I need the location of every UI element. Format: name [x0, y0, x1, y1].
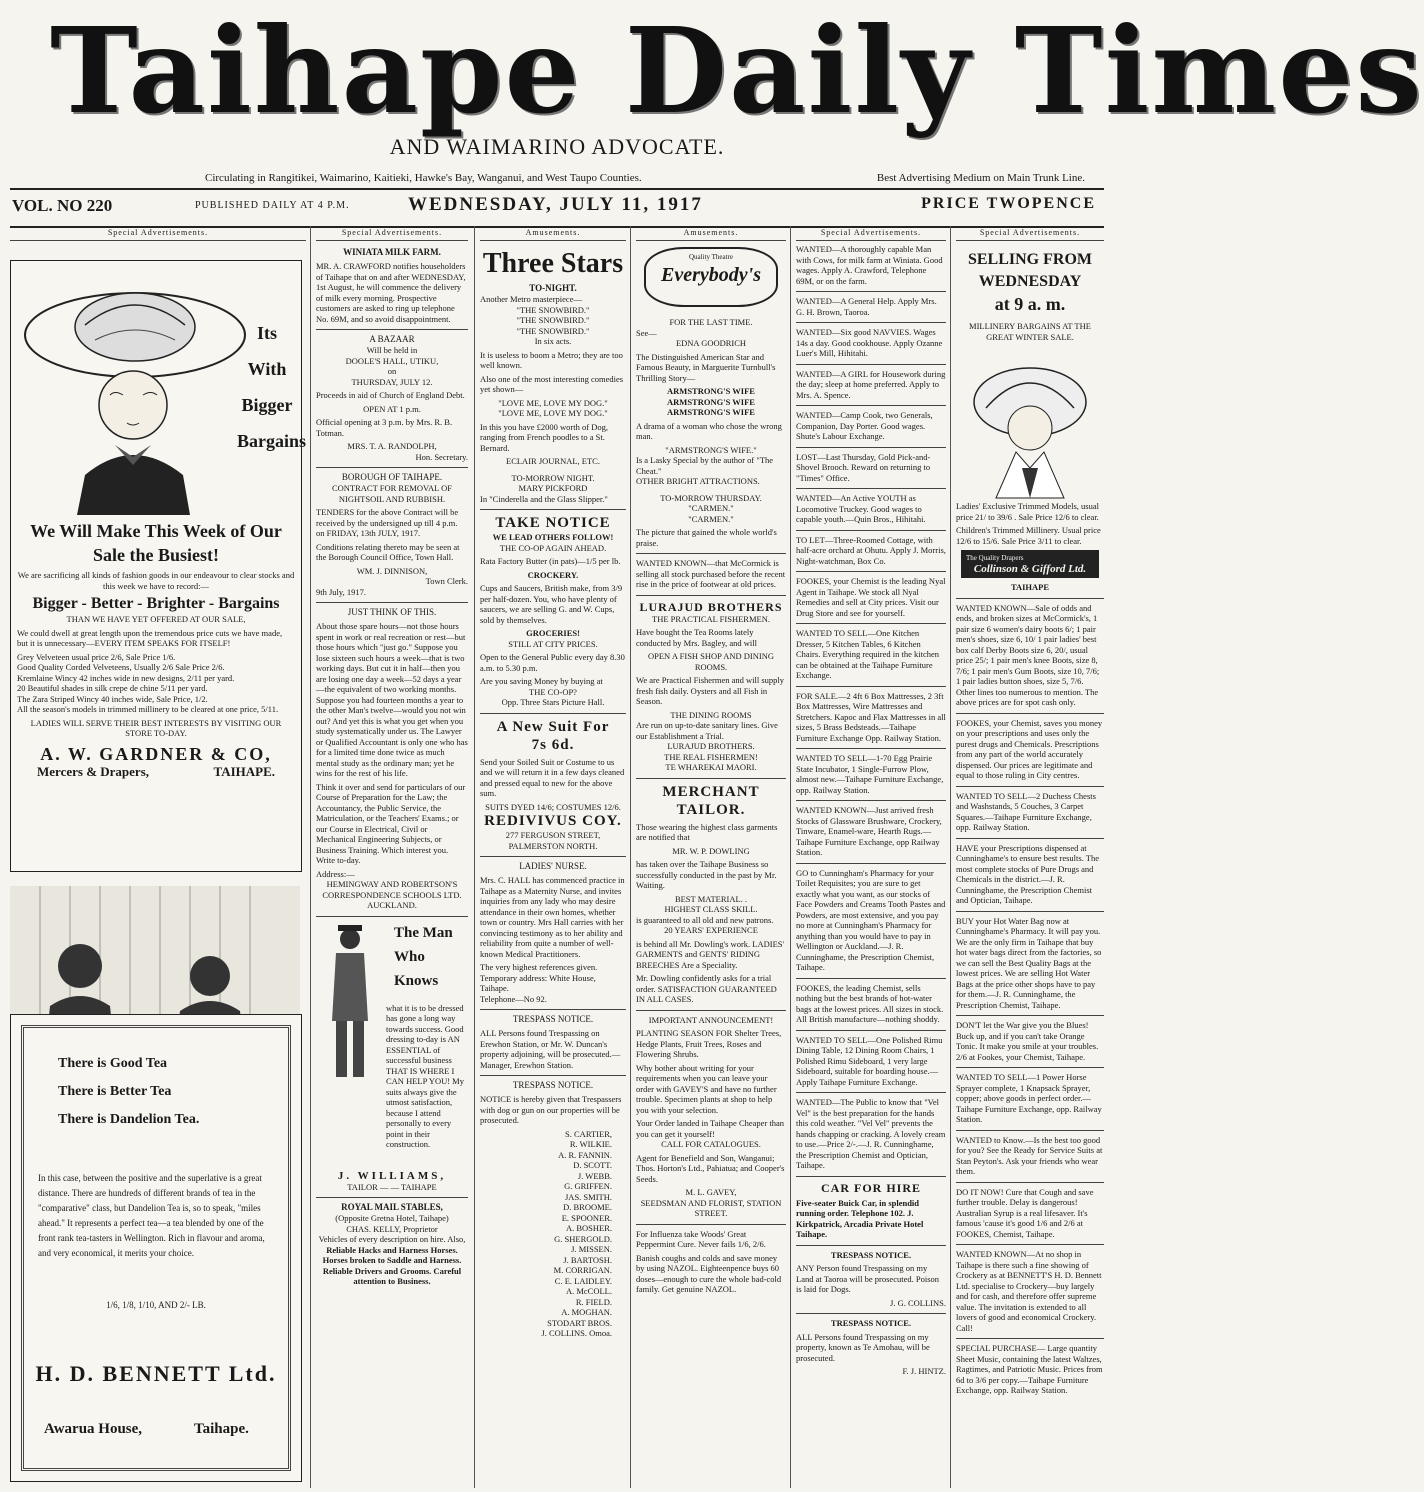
- classified-ad: WANTED KNOWN—Just arrived fresh Stocks of Glassware Brushware, Crockery, Tinware, Enamel-ware, Hearth Rugs.—Taihape Furniture Exchange, opp Railway Station.: [796, 800, 946, 858]
- bigger-word: Bigger: [241, 395, 293, 415]
- wife-line: ARMSTRONG'S WIFE: [667, 386, 755, 396]
- skill-line: HIGHEST CLASS SKILL.: [664, 904, 758, 914]
- list-item: A. BOSHER.: [565, 1223, 612, 1233]
- list-item: J. COLLINS. Omoa.: [541, 1328, 612, 1338]
- mail-line: CHAS. KELLY, Proprietor: [346, 1223, 438, 1234]
- list-item: J. BARTOSH.: [563, 1254, 612, 1265]
- tea-prices: 1/6, 1/8, 1/10, AND 2/- LB.: [106, 1300, 206, 1310]
- wife-line: ARMSTRONG'S WIFE: [667, 396, 755, 407]
- why-line: Why bother about writing for your requirements when you can leave your order with GAVEY'S and have no further trouble. Specimen plants at shop to help you with your selection.: [636, 1062, 777, 1115]
- column-header: Special Advertisements.: [10, 226, 306, 241]
- opp-line: Opp. Three Stars Picture Hall.: [501, 697, 605, 707]
- picture-line: The picture that gained the whole world's praise.: [636, 527, 777, 548]
- column-rule: [310, 226, 311, 1488]
- newspaper-page: [10, 0, 1424, 1492]
- list-item: J. MISSEN.: [571, 1244, 612, 1254]
- list-item: D. SCOTT.: [573, 1160, 612, 1170]
- collinson-town: TAIHAPE: [1010, 582, 1050, 592]
- column-rule: [950, 226, 951, 1488]
- dowling-text: has taken over the Taihape Business so successfully conducted in the past by Mr. Waiting.: [636, 859, 777, 890]
- behind-line: is behind all Mr. Dowling's work. LADIES' GARMENTS and GENTS' RIDING BREECHES Are a Speciality.: [636, 938, 785, 970]
- bazaar-line: Proceeds in aid of Church of England Debt.: [316, 390, 465, 400]
- tomorrow-line: TO-MORROW NIGHT.: [511, 472, 595, 483]
- landed-line: Your Order landed in Taihape Cheaper than you can get it yourself!: [636, 1118, 785, 1139]
- bennett-name: H. D. BENNETT Ltd.: [35, 1361, 277, 1386]
- nurse-heading: LADIES' NURSE.: [480, 856, 626, 872]
- trial-line: Mr. Dowling confidently asks for a trial order. SATISFACTION GUARANTEED IN ALL CASES.: [636, 973, 777, 1004]
- take-notice-heading: TAKE NOTICE: [480, 509, 626, 532]
- classified-ad: DON'T let the War give you the Blues! Buck up, and if you can't take Orange Tonic. It make you smile at your troubles. 2/6 at Fookes, your Chemist, Taihape.: [956, 1015, 1104, 1062]
- classified-ad: DO IT NOW! Cure that Cough and save further trouble. Delay is dangerous! Australian Syrup is a real lifesaver. It's famous 'cause it's good 1/6 and 2/6 at FOOKES, Chemist, Taihape.: [956, 1182, 1104, 1240]
- man-text: what it is to be dressed has gone a long way towards success. Good dressing to-day is AN ESSENTIAL of successful business THAT IS WHERE I CAN HELP YOU! My suits always give the utmost satisfaction, because I attend personally to every point in their construction.: [386, 1002, 464, 1149]
- nurse-line: Temporary address: White House, Taihape.: [480, 972, 596, 993]
- man-line-1: The Man: [394, 924, 453, 941]
- suit-heading: A New Suit For: [480, 713, 626, 736]
- bazaar-line: OPEN AT 1 p.m.: [363, 403, 421, 414]
- list-item: S. CARTIER,: [565, 1128, 612, 1139]
- exclusive-line: Ladies' Exclusive Trimmed Models, usual price 21/ to 39/6 . Sale Price 12/6 to clear.: [956, 501, 1099, 522]
- important-line: IMPORTANT ANNOUNCEMENT!: [636, 1010, 786, 1026]
- masthead: [10, 0, 1424, 230]
- tea-line-2: There is Better Tea: [58, 1084, 172, 1099]
- wearing-line: Those wearing the highest class garments are notified that: [636, 821, 778, 842]
- tailor-name: J. WILLIAMS,: [337, 1169, 447, 1182]
- list-item: STODART BROS.: [547, 1317, 612, 1328]
- column-header: Special Advertisements.: [316, 226, 468, 241]
- tea-headlines: [58, 1050, 199, 1134]
- classified-ad: BUY your Hot Water Bag now at Cunninghame's Pharmacy. It will pay you. We are the only firm in Taihape that buy hot water bags direct from the factories, so we can sell the Best Quality Bags at the lowest prices. We are selling Hot Water Bags at the price other shops have to pay for them.—J. R. Cunninghame, the Prescription Chemist, Taihape.: [956, 911, 1104, 1011]
- lurajud-heading: LURAJUD BROTHERS: [636, 595, 786, 614]
- list-item: R. WILKIE.: [569, 1139, 612, 1149]
- classified-ad: WANTED TO SELL—One Polished Rimu Dining Table, 12 Dining Room Chairs, 1 Polished Rimu Sideboard, 1 very large Sideboard, suitable for boarding house.—Apply Taihape Furniture Exchange.: [796, 1030, 946, 1088]
- bargains-word: Bargains: [237, 431, 307, 451]
- openfish-line: OPEN A FISH SHOP AND DINING ROOMS.: [647, 651, 775, 672]
- mail-heading: ROYAL MAIL STABLES,: [316, 1197, 468, 1213]
- bennett-tea-frame: [21, 1025, 291, 1471]
- list-item: Kremlaine Wincy 42 inches wide in new designs, 2/11 per yard.: [17, 672, 235, 683]
- crockery-heading: CROCKERY.: [527, 569, 579, 580]
- man-heading: [394, 921, 453, 993]
- gardner-dwell: We could dwell at great length upon the tremendous price cuts we have made, but it is unnecessary—EVERY ITEM SPEAKS FOR ITSELF!: [17, 627, 283, 648]
- column-header: Special Advertisements.: [796, 226, 946, 241]
- trespass-heading: TRESPASS NOTICE.: [480, 1075, 626, 1091]
- borough-line: 9th July, 1917.: [316, 586, 366, 597]
- column-4: [636, 226, 786, 1488]
- trespass-text: ALL Persons found Trespassing on my property, known as Te Amohau, will be prosecuted.: [796, 1331, 930, 1363]
- wife-line: ARMSTRONG'S WIFE: [667, 407, 755, 417]
- suit-text: Send your Soiled Suit or Costume to us and we will return it in a few days cleaned and pressed equal to new for the above sum.: [480, 756, 625, 798]
- bazaar-line: Hon. Secretary.: [415, 451, 468, 462]
- car-text: Five-seater Buick Car, in splendid running order. Telephone 102. J. Kirkpatrick, Arcadia Private Hotel Taihape.: [796, 1197, 924, 1239]
- man-line-3: Knows: [394, 972, 439, 989]
- man-line-2: Who: [394, 948, 425, 965]
- think-text-2: Think it over and send for particulars of our Course of Preparation for the Law; the Accountancy, the Public Service, the Matriculation, or the Teachers' Exams.; or our Course in Electrical, Civil or Mechanical Engineering Subjects, or Business Training. Which interest you. Write to-day.: [316, 781, 466, 865]
- classified-ad: WANTED—A thoroughly capable Man with Cows, for milk farm at Winiata. Good wages. Apply A. Crawford, Telephone 69M, or on the farm.: [796, 244, 943, 286]
- classified-ad: WANTED—A GIRL for Housework during the day; sleep at home preferred. Apply to Mrs. A. Spence.: [796, 364, 946, 401]
- snowbird-line: "THE SNOWBIRD.": [516, 315, 590, 325]
- column-6: [956, 226, 1104, 1488]
- see-line: See—: [636, 327, 657, 338]
- maori-line: TE WHAREKAI MAORI.: [665, 762, 757, 772]
- twenty-line: 20 YEARS' EXPERIENCE: [664, 925, 758, 935]
- another-line: Another Metro masterpiece—: [480, 294, 582, 304]
- classified-ad: FOOKES, your Chemist is the leading Nyal Agent in Taihape. We stock all Nyal Remedies and sell at City prices. Visit our Drug Store and see for yourself.: [796, 571, 946, 618]
- trespass-text: NOTICE is hereby given that Trespassers with dog or gun on our properties will be prosecuted.: [480, 1094, 622, 1125]
- dining2-line: Are run on up-to-date sanitary lines. Give our Establishment a Trial.: [636, 720, 778, 741]
- classified-ad: FOR SALE.—2 4ft 6 Box Mattresses, 2 3ft Box Mattresses, Wire Mattresses and Stretchers. Kapoc and Flax Mattresses in all sizes, 5 Brass Bedsteads.—Taihape Furniture Exchange Opp. Railway Station.: [796, 686, 946, 744]
- column-rule: [790, 226, 791, 1488]
- gentleman-illustration: [320, 921, 380, 1081]
- open-line: Open to the General Public every day 8.30 a.m. to 5.30 p.m.: [480, 652, 625, 673]
- classified-ad: TO LET—Three-Roomed Cottage, with half-acre orchard at Ohutu. Apply J. Morris, Night-watchman, Box Co.: [796, 530, 946, 567]
- list-item: 20 Beautiful shades in silk crepe de chine 5/11 per yard.: [17, 683, 208, 693]
- classified-ad: FOOKES, the leading Chemist, sells nothing but the best brands of hot-water bags at the lowest prices. All sizes in stock. All British manufacture—nothing shoddy.: [796, 978, 946, 1025]
- drama-line: A drama of a woman who chose the wrong man.: [636, 420, 782, 441]
- carmen-line: "CARMEN.": [688, 503, 734, 513]
- classified-ad: GO to Cunningham's Pharmacy for your Toilet Requisites; you are sure to get exactly what you want, as our stocks of Face Powders and Creams Tooth Pastes and Powders, are most extensive, and you pay no more at Cunningham's Pharmacy for anything than you would have to pay in Wellington or Auckland.—J. R. Cunninghame, the Prescription Chemist, Taihape.: [796, 863, 946, 973]
- list-item: Grey Velveteen usual price 2/6, Sale Price 1/6.: [17, 651, 176, 662]
- thursday-line: TO-MORROW THURSDAY.: [660, 492, 762, 503]
- mccormick-ad: WANTED KNOWN—that McCormick is selling all stock purchased before the recent rise in the price of footwear at old prices.: [636, 553, 786, 590]
- classified-ad: WANTED KNOWN—At no shop in Taihape is there such a fine showing of Crockery as at BENNETT'S H. D. Bennett Ltd. specialise to Crockery—buy largely and for cash, and therefore offer supreme value. The invitation is extended to all lovers of good and economical Crockery. Call!: [956, 1244, 1104, 1333]
- trespass-text: ANY Person found Trespassing on my Land at Taoroa will be prosecuted. Poison is laid for Dogs.: [796, 1263, 940, 1294]
- lb-line: LURAJUD BROTHERS.: [667, 741, 755, 751]
- groceries-heading: GROCERIES!: [526, 628, 580, 638]
- list-item: G. SHERGOLD.: [554, 1233, 612, 1244]
- issue-price: PRICE TWOPENCE: [921, 195, 1096, 212]
- collinson-name: Collinson & Gifford Ltd.: [973, 563, 1087, 575]
- car-heading: CAR FOR HIRE: [796, 1176, 946, 1195]
- quality-theatre: Quality Theatre: [689, 253, 733, 261]
- seeds-line: SEEDSMAN AND FLORIST, STATION STREET.: [640, 1197, 782, 1218]
- edna-desc: The Distinguished American Star and Famous Beauty, in Marguerite Turnbull's Thrilling Story—: [636, 351, 776, 383]
- classified-ad: WANTED—The Public to know that "Vel Vel" is the best preparation for the hands this cold weather. "Vel Vel" prevents the hands chapping or cracking. A lovely cream to use.—Price 2/-.—J. R. Cunninghame, the Prescription Chemist and Optician, Taihape.: [796, 1092, 946, 1171]
- classified-ad: WANTED to Know.—Is the best too good for you? See the Ready for Service Suits at Stan Peyton's. Ask your friends who wear them.: [956, 1130, 1104, 1177]
- everybodys-name: Everybody's: [661, 264, 761, 286]
- nurse-line: Telephone—No 92.: [480, 993, 547, 1004]
- volume-number: VOL. NO 220: [12, 196, 113, 215]
- think-heading: JUST THINK OF THIS.: [316, 602, 468, 618]
- fishermen-line: THE PRACTICAL FISHERMEN.: [652, 613, 770, 624]
- bargains-tagline: [237, 315, 307, 459]
- list-item: The Zara Striped Wincy 40 inches wide, Sale Price, 1/2.: [17, 693, 208, 704]
- milk-text: MR. A. CRAWFORD notifies householders of Taihape that on and after WEDNESDAY, 1st August, he will commence the delivery of milk every morning. Prospective customers are asked to ring up telephone No. 69M, and so avoid disappointment.: [316, 261, 466, 324]
- its-word: Its: [256, 323, 277, 343]
- everybodys-logo: [644, 247, 778, 307]
- list-item: G. GRIFFEN.: [564, 1181, 612, 1191]
- column-rule: [474, 226, 475, 1488]
- nurse-line: The very highest references given.: [480, 962, 598, 972]
- published-line: PUBLISHED DAILY AT 4 P.M.: [195, 200, 350, 211]
- classified-ad: WANTED—An Active YOUTH as Locomotive Truckey. Good wages to capable youth.—Quin Bros., Hihitahi.: [796, 488, 946, 525]
- trespass-names: [480, 1129, 626, 1339]
- love-line: "LOVE ME, LOVE MY DOG.": [498, 397, 608, 408]
- bazaar-line: MRS. T. A. RANDOLPH,: [347, 441, 437, 451]
- school-name: HEMINGWAY AND ROBERTSON'S CORRESPONDENCE SCHOOLS LTD.: [322, 879, 462, 900]
- love-line: "LOVE ME, LOVE MY DOG.": [498, 408, 608, 418]
- column-3: [480, 226, 626, 1488]
- snowbird-line: "THE SNOWBIRD.": [516, 325, 590, 336]
- than-line: THAN WE HAVE YET OFFERED AT OUR SALE,: [66, 614, 246, 624]
- still-line: STILL AT CITY PRICES.: [508, 638, 598, 649]
- hat-lady-illustration: [15, 265, 245, 515]
- real-line: THE REAL FISHERMEN!: [664, 751, 758, 762]
- also-line: Also one of the most interesting comedies yet shown—: [480, 373, 624, 394]
- planting-line: PLANTING SEASON FOR Shelter Trees, Hedge Plants, Fruit Trees, Roses and Flowering Shrubs.: [636, 1028, 782, 1059]
- volume-bar: [10, 188, 1104, 228]
- newspaper-subtitle: AND WAIMARINO ADVOCATE.: [389, 134, 725, 159]
- mail-line: (Opposite Gretna Hotel, Taihape): [335, 1213, 449, 1223]
- column-header: Amusements.: [636, 226, 786, 241]
- gardner-footer: [17, 763, 295, 786]
- mail-line: Reliable Hacks and Harness Horses. Horses broken to Saddle and Harness. Reliable Drivers and Grooms. Careful attention to Business.: [322, 1244, 462, 1286]
- ladies-line: LADIES WILL SERVE THEIR BEST INTERESTS BY VISITING OUR STORE TO-DAY.: [30, 717, 282, 738]
- gardner-intro: We are sacrificing all kinds of fashion goods in our endeavour to clear stocks and this week we have to record:—: [17, 570, 295, 591]
- classified-ad: WANTED KNOWN—Sale of odds and ends, and broken sizes at McCormick's, 1 pair size 6 women's dairy boots 6/; 1 pair men's shoes, size 6, 10/ 1 pair ladies' best box calf Derby Boots size 6, 20/, usual price 25/; 1 pair men's knee Boots, size 8, 7/6; 1 pair men's Gum Boots, size 10, 7/6; 1 pair ladies button shoes, size 5, 7/6. Other lines too numerous to mention. The above prices are for spot cash only.: [956, 598, 1104, 708]
- gavey-name: M. L. GAVEY,: [685, 1187, 737, 1197]
- classified-ad: FOOKES, your Chemist, saves you money on your prescriptions and uses only the purest drugs and Chemicals. Prescriptions from any part of the world accurately dispensed. Our prices are legitimate and equal to those ruling in City centres.: [956, 713, 1104, 781]
- trespass-signature: J. G. COLLINS.: [890, 1297, 946, 1308]
- agent-line: Agent for Benefield and Son, Wanganui; Thos. Horton's Ltd., Pahiatua; and Cooper's Seeds.: [636, 1152, 785, 1184]
- other-line: OTHER BRIGHT ATTRACTIONS.: [636, 476, 760, 486]
- newspaper-title: Taihape Daily Times: [50, 1, 1424, 140]
- borough-line: CONTRACT FOR REMOVAL OF NIGHTSOIL AND RUBBISH.: [331, 483, 453, 504]
- nurse-text: Mrs. C. HALL has commenced practice in Taihape as a Maternity Nurse, and invites inquiries from any lady who may desire attendance in their own homes, whether town or country. Mrs Hall carries with her convincing testimony as to her ability and reliability from quite a number of well-known Medical Practitioners.: [480, 875, 625, 959]
- rata-line: Rata Factory Butter (in pats)—1/5 per lb.: [480, 556, 621, 566]
- column-1: [10, 226, 306, 1488]
- bazaar-line: DOOLE'S HALL, UTIKU,: [345, 355, 439, 366]
- gardner-body: [17, 519, 295, 786]
- bazaar-line: Official opening at 3 p.m. by Mrs. R. B. Totman.: [316, 417, 453, 438]
- classified-ad: WANTED TO SELL—One Kitchen Dresser, 5 Kitchen Tables, 6 Kitchen Chairs. Everything required in the kitchen can be obtained at the Taihape Furniture Exchange.: [796, 623, 946, 681]
- list-item: Good Quality Corded Velveteens, Usually 2/6 Sale Price 2/6.: [17, 662, 225, 672]
- banish-line: Banish coughs and colds and save money by using NAZOL. Eighteenpence buys 60 doses—enough to cure the whole bad-cold family. Get genuine NAZOL.: [636, 1252, 782, 1294]
- selling-line: at 9 a. m.: [994, 294, 1066, 314]
- dogs-line: In this you have £2000 worth of Dog, ranging from French poodles to a St. Bernard.: [480, 421, 608, 453]
- list-item: M. CORRIGAN.: [553, 1265, 612, 1275]
- tonight: TO-NIGHT.: [529, 283, 577, 293]
- column-header: Amusements.: [480, 226, 626, 241]
- mail-line: Vehicles of every description on hire. Also,: [318, 1234, 466, 1244]
- children-line: Children's Trimmed Millinery. Usual price 12/6 to 15/6. Sale Price 3/11 to clear.: [956, 525, 1101, 546]
- awarua-house: Awarua House,: [44, 1421, 143, 1437]
- bazaar-line: Will be held in: [366, 345, 418, 355]
- classified-ad: SPECIAL PURCHASE— Large quantity Sheet Music, containing the latest Waltzes, Ragtimes, and Patriotic Music. Prices from 6d to 3/6 per copy.—Taihape Furniture Exchange, opp. Railway Station.: [956, 1338, 1104, 1396]
- classified-ad: LOST—Last Thursday, Gold Pick-and-Shovel Brooch. Reward on returning to "Times" Office.: [796, 447, 946, 484]
- selling-heading: [956, 249, 1104, 315]
- list-item: All the season's models in trimmed millinery to be cleared at one price, 5/11.: [17, 704, 279, 714]
- coop2-line: THE CO-OP?: [529, 686, 577, 697]
- tea-line-3: There is Dandelion Tea.: [58, 1112, 200, 1127]
- dining-line: THE DINING ROOMS: [670, 709, 752, 720]
- with-word: With: [247, 359, 287, 379]
- gardner-town: TAIHAPE.: [213, 763, 275, 779]
- dyed-line: SUITS DYED 14/6; COSTUMES 12/6.: [485, 801, 621, 812]
- borough-heading: BOROUGH OF TAIHAPE.: [316, 467, 468, 483]
- carmen-line: "CARMEN.": [688, 513, 734, 524]
- gardner-advert: [10, 260, 307, 872]
- ferguson-line: 277 FERGUSON STREET,: [505, 830, 601, 840]
- borough-line: WM. J. DINNISON,: [356, 565, 428, 576]
- list-item: A. R. FANNIN.: [558, 1149, 612, 1160]
- gardner-items: [17, 652, 295, 715]
- three-stars-title: Three Stars: [482, 248, 624, 279]
- medium-text: Best Advertising Medium on Main Trunk Line.: [876, 172, 1085, 184]
- classified-ad: WANTED TO SELL—1-70 Egg Prairie State Incubator, 1 Single-Furrow Plow, almost new.—Taihape Furniture Exchange, opp. Railway Station.: [796, 748, 946, 795]
- milk-heading: WINIATA MILK FARM.: [343, 247, 441, 257]
- selling-line: WEDNESDAY: [978, 273, 1082, 290]
- last-time: FOR THE LAST TIME.: [669, 317, 753, 327]
- trespass-text: ALL Persons found Trespassing on Erewhon Station, or Mr. W. Duncan's property adjoining, will be prosecuted.—Manager, Erewhon Station.: [480, 1028, 621, 1070]
- list-item: C. E. LAIDLEY.: [554, 1275, 612, 1286]
- bbb-line: Bigger - Better - Brighter - Bargains: [32, 595, 280, 612]
- snowbird-line: "THE SNOWBIRD.": [516, 304, 590, 315]
- column-header: Special Advertisements.: [956, 226, 1104, 241]
- eclair-line: ECLAIR JOURNAL, ETC.: [506, 456, 600, 466]
- list-item: A. McCOLL.: [565, 1286, 612, 1296]
- quality-drapers: The Quality Drapers: [966, 554, 1024, 562]
- awarua-town: Taihape.: [194, 1421, 249, 1437]
- list-item: D. BROOME.: [563, 1202, 612, 1212]
- cinderella-line: In "Cinderella and the Glass Slipper.": [480, 493, 608, 504]
- aw-line: "ARMSTRONG'S WIFE.": [665, 444, 757, 455]
- gardner-headline: We Will Make This Week of Our Sale the Busiest!: [30, 521, 282, 565]
- williams-tailor-advert: [316, 916, 468, 1171]
- think-text: About those spare hours—not those hours spent in work or real recreation or rest—but those hours which "just go." Suppose you lose sixteen such hours a week—that is two working days. But cut it in half—then you are losing one day a week—52 days a year—the equivalent of two working months. Suppose you had fourteen months a year to the other Man's twelve—would you not win out? And yet this is what you get when you study systematically under us. The Lawyer or Qualified Accountant is only one who has for a limited time done twice as much mental study as the ordinary man; yet he wins for the rest of his life.: [316, 621, 468, 778]
- bought-line: Have bought the Tea Rooms lately conducted by Mrs. Bagley, and will: [636, 627, 758, 648]
- millinery-line: MILLINERY BARGAINS AT THE GREAT WINTER SALE.: [969, 321, 1091, 342]
- column-rule: [630, 226, 631, 1488]
- bennett-tea-advert: [10, 1014, 302, 1482]
- classified-ad: WANTED—Six good NAVVIES. Wages 14s a day. Good cookhouse. Apply Ozanne Luer's Mill, Hihitahi.: [796, 322, 946, 359]
- mary-line: MARY PICKFORD: [518, 483, 588, 493]
- classified-ad: WANTED—Camp Cook, two Generals, Companion, Day Porter. Good wages. Shute's Labour Exchange.: [796, 405, 946, 442]
- bazaar-heading: A BAZAAR: [316, 329, 468, 345]
- borough-line: Conditions relating thereto may be seen at the Borough Council Office, Town Hall.: [316, 541, 460, 562]
- tea-body: In this case, between the positive and the superlative is a great distance. There are hundreds of different brands of tea in the "comparative" class, but Dandelion Tea is, so to speak, "miles ahead." It represents a perfect tea—a tea blended by one of the front rank tea-tasters in Wellington. Rich in flavour and aroma, and very economical, it merits your choice.: [38, 1173, 265, 1258]
- influenza-line: For Influenza take Woods' Great Peppermint Cure. Never fails 1/6, 2/6.: [636, 1224, 786, 1250]
- classified-ad: WANTED TO SELL—1 Power Horse Sprayer complete, 1 Knapsack Sprayer, copper; above goods in perfect order.—Taihape Furniture Exchange, opp. Railway Station.: [956, 1067, 1104, 1125]
- best-line: BEST MATERIAL. .: [674, 893, 748, 904]
- practical-line: We are Practical Fishermen and will supply fresh fish daily. Oysters and all Fish in Season.: [636, 675, 785, 706]
- classified-ad: WANTED—A General Help. Apply Mrs. G. H. Brown, Taoroa.: [796, 291, 946, 317]
- list-item: E. SPOONER.: [561, 1212, 612, 1223]
- address-label: Address:—: [316, 868, 355, 879]
- tailor-town: TAILOR — — TAIHAPE: [347, 1181, 437, 1192]
- column-5: [796, 226, 946, 1488]
- bonnet-lady-illustration: [956, 348, 1104, 498]
- bazaar-line: THURSDAY, JULY 12.: [351, 376, 433, 387]
- six-acts: In six acts.: [534, 336, 572, 346]
- list-item: J. WEBB.: [577, 1170, 612, 1181]
- borough-line: TENDERS for the above Contract will be received by the undersigned up till 4 p.m. on FRIDAY, 13th JULY, 1917.: [316, 507, 459, 538]
- trespass-signature: F. J. HINTZ.: [902, 1366, 946, 1376]
- school-city: AUCKLAND.: [367, 900, 417, 910]
- trespass-heading: TRESPASS NOTICE.: [796, 1313, 946, 1329]
- circulation-text: Circulating in Rangitikei, Waimarino, Kaitieki, Hawke's Bay, Wanganui, and West Taupo Counties.: [205, 172, 642, 184]
- merchant-heading: MERCHANT TAILOR.: [636, 778, 786, 819]
- lead-line: WE LEAD OTHERS FOLLOW!: [492, 532, 614, 542]
- gardner-firm: A. W. GARDNER & CO,: [40, 743, 272, 764]
- list-item: R. FIELD.: [575, 1296, 612, 1307]
- classified-ad: HAVE your Prescriptions dispensed at Cunninghame's to ensure best results. The most complete stocks of Pure Drugs and Chemicals in the district.—J. R. Cunninghame, the Prescription Chemist and Optician, Taihape.: [956, 838, 1104, 906]
- circulation-line: [205, 172, 1085, 184]
- bazaar-line: on: [387, 366, 397, 376]
- list-item: JAS. SMITH.: [565, 1191, 612, 1202]
- redivivus-name: REDIVIVUS COY.: [484, 813, 622, 829]
- trespass-heading: TRESPASS NOTICE.: [796, 1245, 946, 1261]
- trespass-heading: TRESPASS NOTICE.: [480, 1009, 626, 1025]
- list-item: A. MOGHAN.: [561, 1307, 612, 1317]
- classified-ad: WANTED TO SELL—2 Duchess Chests and Washstands, 5 Couches, 3 Carpet Squares.—Taihape Furniture Exchange, opp. Railway Station.: [956, 786, 1104, 833]
- guar-line: is guaranteed to all old and new patrons.: [636, 914, 774, 925]
- suit-price: 7s 6d.: [531, 736, 575, 753]
- cups-line: Cups and Saucers, British make, from 3/9 per half-dozen. You, who have plenty of saucers, we are selling G. and W. Cups, sold by themselves.: [480, 583, 623, 625]
- palmerston-line: PALMERSTON NORTH.: [508, 840, 598, 851]
- useless-line: It is useless to boom a Metro; they are too well known.: [480, 349, 623, 370]
- column-2: [316, 226, 468, 1488]
- tea-line-1: There is Good Tea: [58, 1056, 168, 1071]
- call-line: CALL FOR CATALOGUES.: [661, 1139, 761, 1149]
- saving-line: Are you saving Money by buying at: [480, 676, 603, 686]
- selling-line: SELLING FROM: [967, 251, 1092, 268]
- issue-date: WEDNESDAY, JULY 11, 1917: [408, 194, 703, 215]
- borough-line: Town Clerk.: [425, 576, 468, 586]
- mercers-label: Mercers & Drapers,: [37, 763, 150, 779]
- lasky-line: Is a Lasky Special by the author of "The Cheat.": [636, 455, 774, 476]
- dowling-name: MR. W. P. DOWLING: [672, 845, 750, 856]
- edna-name: EDNA GOODRICH: [675, 338, 747, 348]
- collinson-logo: [961, 550, 1099, 578]
- coop-line: THE CO-OP AGAIN AHEAD.: [499, 542, 607, 553]
